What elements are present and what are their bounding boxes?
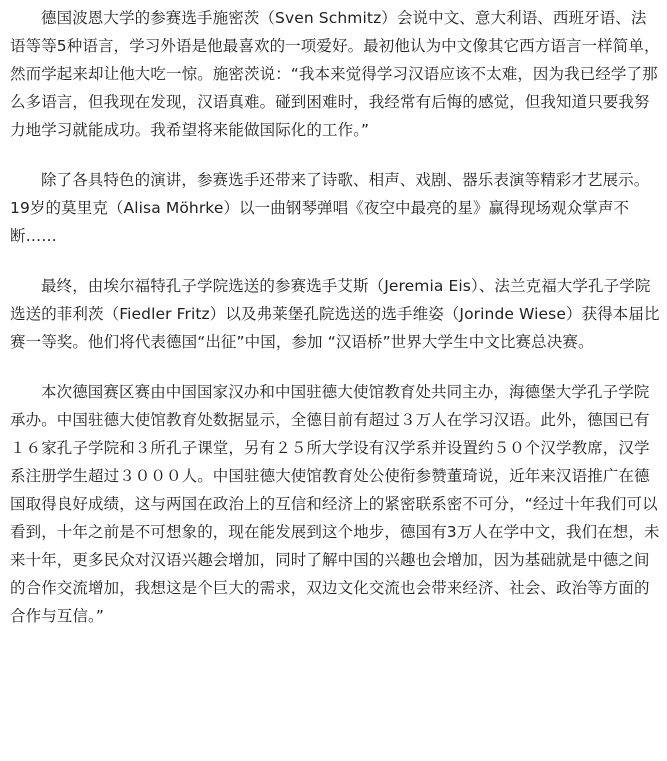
paragraph-talent-show: 除了各具特色的演讲，参赛选手还带来了诗歌、相声、戏剧、器乐表演等精彩才艺展示。19岁的莫里克（Alisa Möhrke）以一曲钢琴弹唱《夜空中最亮的星》赢得现场观众掌声不断……: [10, 171, 650, 245]
paragraph-organizers: 本次德国赛区赛由中国国家汉办和中国驻德大使馆教育处共同主办，海德堡大学孔子学院承办。中国驻德大使馆教育处数据显示，全德目前有超过３万人在学习汉语。此外，德国已有１６家孔子学院和３所孔子课堂，另有２５所大学设有汉学系并设置约５０个汉学教席，汉学系注册学生超过３０００人。中国驻德大使馆教育处公使衔参赞董琦说，近年来汉语推广在德国取得良好成绩，这与两国在政治上的互信和经济上的紧密联系密不可分，“经过十年我们可以看到，十年之前是不可想象的，现在能发展到这个地步，德国有3万人在学中文，我们在想，未来十年，更多民众对汉语兴趣会增加，同时了解中国的兴趣也会增加，因为基础就是中德之间的合作交流增加，我想这是个巨大的需求，双边文化交流也会带来经济、社会、政治等方面的合作与互信。”: [10, 383, 660, 625]
paragraph-winners: 最终，由埃尔福特孔子学院选送的参赛选手艾斯（Jeremia Eis）、法兰克福大学孔子学院选送的菲利茨（Fiedler Fritz）以及弗莱堡孔院选送的选手维姿（Jorinde Wiese）获得本届比赛一等奖。他们将代表德国“出征”中国，参加 “汉语桥”世界大学生中文比赛总决赛。: [10, 277, 660, 351]
paragraph-sven-schmitz: 德国波恩大学的参赛选手施密茨（Sven Schmitz）会说中文、意大利语、西班牙语、法语等等5种语言，学习外语是他最喜欢的一项爱好。最初他认为中文像其它西方语言一样简单，然而学起来却让他大吃一惊。施密茨说：“我本来觉得学习汉语应该不太难，因为我已经学了那么多语言，但我现在发现，汉语真难。碰到困难时，我经常有后悔的感觉，但我知道只要我努力地学习就能成功。我希望将来能做国际化的工作。”: [10, 9, 660, 139]
